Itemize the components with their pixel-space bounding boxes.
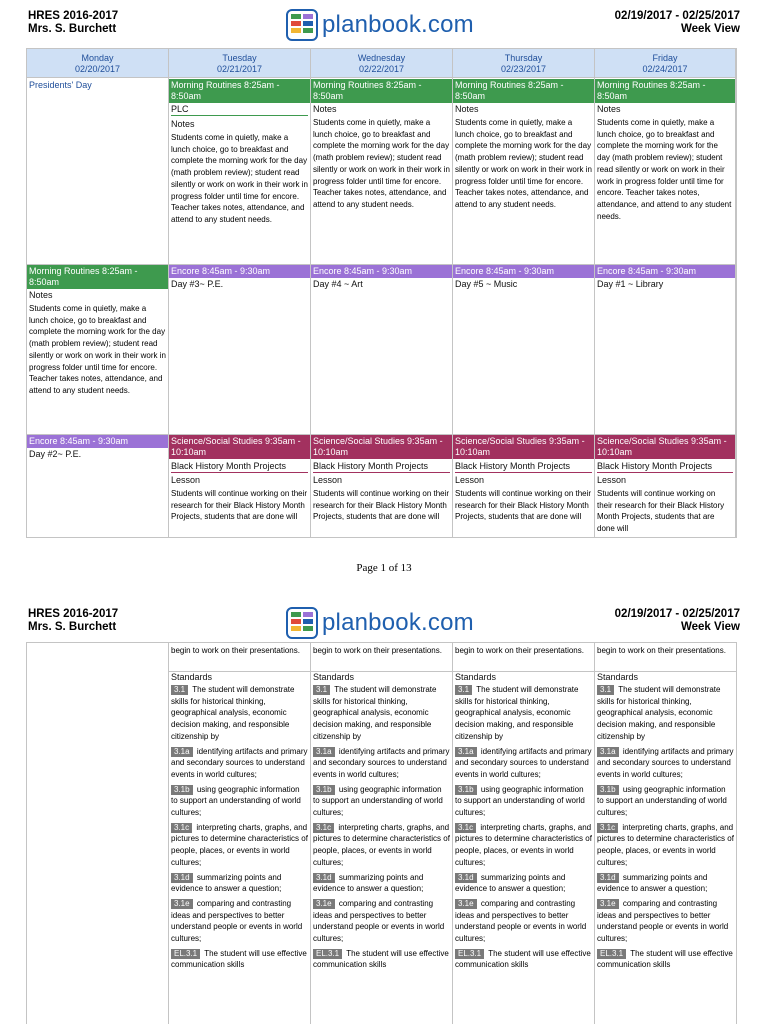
lesson-text: Students will continue working on their research for their Black History Month Projects, students that are done will — [313, 489, 450, 522]
lesson-label: Lesson — [455, 475, 485, 485]
standard-item — [171, 948, 308, 971]
standard-item — [313, 746, 450, 781]
standard-code[interactable]: 3.1e — [313, 899, 335, 909]
notes-label: Notes — [29, 290, 53, 300]
lesson-label: Lesson — [171, 475, 201, 485]
notes-label: Notes — [171, 119, 195, 129]
standards-label: Standards — [171, 672, 213, 682]
standard-code[interactable]: 3.1c — [313, 823, 334, 833]
header-right — [615, 10, 740, 36]
week-grid — [26, 48, 737, 538]
day-column-friday — [595, 643, 736, 1024]
header-right — [615, 608, 740, 634]
standard-code[interactable]: 3.1c — [455, 823, 476, 833]
standard-code[interactable]: 3.1 — [455, 685, 472, 695]
teacher-name: Mrs. S. Burchett — [28, 23, 117, 35]
standard-item — [313, 898, 450, 945]
standard-item — [171, 784, 308, 819]
science-social-studies-bar[interactable]: Science/Social Studies 9:35am - 10:10am — [453, 435, 594, 459]
standard-item — [455, 872, 592, 895]
standard-code[interactable]: 3.1b — [455, 785, 477, 795]
day-date: 02/21/2017 — [216, 64, 263, 74]
holiday-label: Presidents' Day — [29, 80, 92, 90]
standards-list — [313, 684, 450, 1024]
standard-code[interactable]: 3.1a — [171, 747, 193, 757]
standard-code[interactable]: 3.1a — [313, 747, 335, 757]
standard-text: summarizing points and evidence to answer a question; — [171, 872, 282, 894]
day-header[interactable] — [27, 49, 168, 78]
standard-item — [171, 746, 308, 781]
standard-item — [171, 898, 308, 945]
notes-text: Students come in quietly, make a lunch choice, go to breakfast and complete the morning work for the day (math problem review); student read silently or work on work in their work in progress folder until time for encore. Teacher takes notes, attendance, and attend to any student needs. — [29, 304, 166, 395]
encore-bar[interactable]: Encore 8:45am - 9:30am — [595, 265, 735, 278]
science-topic: Black History Month Projects — [597, 461, 733, 473]
standards-list — [455, 684, 592, 1024]
view-mode: Week View — [680, 23, 740, 35]
science-topic: Black History Month Projects — [455, 461, 592, 473]
standard-item — [597, 898, 734, 945]
day-date: 02/22/2017 — [358, 64, 405, 74]
encore-text: Day #3~ P.E. — [171, 279, 224, 289]
standard-text: The student will use effective communication skills — [313, 948, 449, 970]
day-name: Wednesday — [357, 53, 406, 63]
day-column-monday — [27, 49, 169, 537]
standard-text: using geographic information to support an understanding of world cultures; — [597, 784, 727, 818]
page-header — [28, 606, 740, 642]
standard-text: using geographic information to support an understanding of world cultures; — [171, 784, 301, 818]
science-social-studies-bar[interactable]: Science/Social Studies 9:35am - 10:10am — [169, 435, 310, 459]
lesson-text: Students will continue working on their research for their Black History Month Projects, students that are done will — [171, 489, 308, 522]
encore-text: Day #5 ~ Music — [455, 279, 518, 289]
standard-item — [313, 872, 450, 895]
standard-text: using geographic information to support an understanding of world cultures; — [313, 784, 443, 818]
encore-bar[interactable]: Encore 8:45am - 9:30am — [27, 435, 168, 448]
standard-text: The student will use effective communication skills — [455, 948, 591, 970]
notes-text: Students come in quietly, make a lunch choice, go to breakfast and complete the morning work for the day (math problem review); student read silently or work on work in their work in progress folder until time for encore. Teacher takes notes, attendance, and attend to any student needs. — [171, 133, 308, 224]
encore-text: Day #2~ P.E. — [29, 449, 82, 459]
standard-text: comparing and contrasting ideas and perspectives to better understand people or events in world cultures; — [313, 898, 445, 944]
standard-item — [455, 898, 592, 945]
morning-routines-bar[interactable]: Morning Routines 8:25am - 8:50am — [311, 79, 452, 103]
day-column-wednesday — [311, 49, 453, 537]
standard-code[interactable]: EL.3.1 — [455, 949, 484, 959]
standard-code[interactable]: 3.1e — [171, 899, 193, 909]
day-header[interactable] — [169, 49, 310, 78]
morning-routines-bar[interactable]: Morning Routines 8:25am - 8:50am — [27, 265, 168, 289]
notes-text: Students come in quietly, make a lunch choice, go to breakfast and complete the morning work for the day (math problem review); student read silently or work on work in their work in progress folder until time for encore. Teacher takes notes, attendance, and attend to any student needs. — [455, 118, 592, 209]
notes-text: Students come in quietly, make a lunch choice, go to breakfast and complete the morning work for the day (math problem review); student read silently or work on work in their work in progress folder until time for encore. Teacher takes notes, attendance, and attend to any student needs. — [313, 118, 450, 209]
standard-item — [597, 684, 734, 743]
standard-code[interactable]: 3.1a — [597, 747, 619, 757]
encore-bar[interactable]: Encore 8:45am - 9:30am — [169, 265, 310, 278]
school-name: HRES 2016-2017 — [28, 10, 119, 22]
teacher-name: Mrs. S. Burchett — [28, 621, 117, 633]
lesson-text-continued: begin to work on their presentations. — [597, 646, 726, 655]
plc-label: PLC — [171, 104, 308, 116]
header-left — [28, 608, 118, 634]
standard-item — [313, 684, 450, 743]
day-column-tuesday — [169, 643, 311, 1024]
lesson-text: Students will continue working on their research for their Black History Month Projects, students that are done will — [597, 489, 725, 534]
standard-item — [171, 684, 308, 743]
standard-code[interactable]: 3.1 — [597, 685, 614, 695]
morning-routines-bar[interactable]: Morning Routines 8:25am - 8:50am — [595, 79, 735, 103]
standard-text: identifying artifacts and primary and secondary sources to understand events in world cultures; — [597, 746, 734, 779]
notes-label: Notes — [455, 104, 479, 114]
standard-code[interactable]: 3.1b — [597, 785, 619, 795]
encore-bar[interactable]: Encore 8:45am - 9:30am — [311, 265, 452, 278]
lesson-text-continued: begin to work on their presentations. — [313, 646, 442, 655]
standard-item — [171, 822, 308, 869]
standard-item — [455, 948, 592, 971]
science-topic: Black History Month Projects — [171, 461, 308, 473]
notes-text: Students come in quietly, make a lunch choice, go to breakfast and complete the morning work for the day (math problem review); student read silently or work on work in their work in progress folder until time for encore. Teacher takes notes, attendance, and attend to any student needs. — [597, 118, 732, 221]
day-date: 02/23/2017 — [500, 64, 547, 74]
lesson-text-continued: begin to work on their presentations. — [455, 646, 584, 655]
lesson-text-continued: begin to work on their presentations. — [171, 646, 300, 655]
standard-code[interactable]: 3.1a — [455, 747, 477, 757]
standard-text: The student will use effective communication skills — [171, 948, 307, 970]
notes-label: Notes — [597, 104, 621, 114]
row-divider — [27, 434, 736, 435]
standard-item — [597, 746, 734, 781]
standards-label: Standards — [597, 672, 639, 682]
standard-text: interpreting charts, graphs, and pictures to determine characteristics of people, places, or events in world cultures; — [313, 822, 450, 867]
view-mode: Week View — [680, 621, 740, 633]
day-name: Monday — [81, 53, 114, 63]
standard-code[interactable]: 3.1e — [597, 899, 619, 909]
day-header[interactable] — [595, 49, 735, 78]
standard-code[interactable]: 3.1d — [171, 873, 193, 883]
standard-text: comparing and contrasting ideas and perspectives to better understand people or events in world cultures; — [597, 898, 729, 944]
day-column-thursday — [453, 49, 595, 537]
date-range: 02/19/2017 - 02/25/2017 — [614, 608, 740, 620]
standard-text: using geographic information to support an understanding of world cultures; — [455, 784, 585, 818]
standard-item — [597, 872, 734, 895]
encore-text: Day #4 ~ Art — [313, 279, 363, 289]
morning-routines-bar[interactable]: Morning Routines 8:25am - 8:50am — [453, 79, 594, 103]
standards-label: Standards — [313, 672, 355, 682]
day-column-thursday — [453, 643, 595, 1024]
standard-text: The student will demonstrate skills for historical thinking, geographical analysis, economic decision making, and responsible citizenship by — [455, 685, 579, 741]
standard-item — [597, 822, 734, 869]
day-date: 02/20/2017 — [74, 64, 121, 74]
page-header — [28, 8, 740, 44]
planbook-page-2 — [0, 598, 768, 1024]
standard-text: summarizing points and evidence to answer a question; — [455, 872, 566, 894]
date-range: 02/19/2017 - 02/25/2017 — [614, 10, 740, 22]
standard-text: comparing and contrasting ideas and perspectives to better understand people or events in world cultures; — [455, 898, 587, 944]
standard-code[interactable]: 3.1d — [597, 873, 619, 883]
standard-text: identifying artifacts and primary and secondary sources to understand events in world cultures; — [313, 746, 450, 779]
standard-text: The student will demonstrate skills for historical thinking, geographical analysis, economic decision making, and responsible citizenship by — [313, 685, 437, 741]
standard-text: The student will use effective communication skills — [597, 948, 733, 970]
standard-text: The student will demonstrate skills for historical thinking, geographical analysis, economic decision making, and responsible citizenship by — [597, 685, 721, 741]
lesson-label: Lesson — [313, 475, 343, 485]
standard-text: identifying artifacts and primary and secondary sources to understand events in world cultures; — [171, 746, 308, 779]
day-name: Tuesday — [222, 53, 257, 63]
standard-code[interactable]: 3.1d — [313, 873, 335, 883]
lesson-text: Students will continue working on their research for their Black History Month Projects, students that are done will — [455, 489, 592, 522]
standard-item — [597, 948, 734, 971]
standard-text: interpreting charts, graphs, and pictures to determine characteristics of people, places, or events in world cultures; — [597, 822, 734, 867]
day-column-monday — [27, 643, 169, 1024]
standard-code[interactable]: 3.1c — [171, 823, 192, 833]
day-date: 02/24/2017 — [642, 64, 688, 74]
notes-label: Notes — [313, 104, 337, 114]
day-name: Friday — [652, 53, 678, 63]
standard-item — [313, 822, 450, 869]
standard-text: summarizing points and evidence to answer a question; — [313, 872, 424, 894]
standard-code[interactable]: 3.1c — [597, 823, 618, 833]
standards-list — [597, 684, 734, 1024]
day-column-wednesday — [311, 643, 453, 1024]
brand-text: planbook.com — [322, 11, 474, 38]
day-name: Thursday — [504, 53, 543, 63]
lesson-label: Lesson — [597, 475, 627, 485]
standards-label: Standards — [455, 672, 497, 682]
standard-item — [455, 784, 592, 819]
morning-routines-bar[interactable]: Morning Routines 8:25am - 8:50am — [169, 79, 310, 103]
day-column-tuesday — [169, 49, 311, 537]
standard-item — [455, 822, 592, 869]
standard-code[interactable]: EL.3.1 — [597, 949, 626, 959]
standard-item — [313, 784, 450, 819]
planbook-logo — [286, 8, 474, 42]
standard-text: identifying artifacts and primary and secondary sources to understand events in world cultures; — [455, 746, 592, 779]
standard-text: summarizing points and evidence to answer a question; — [597, 872, 708, 894]
day-header[interactable] — [311, 49, 452, 78]
standard-code[interactable]: 3.1b — [313, 785, 335, 795]
standard-item — [455, 746, 592, 781]
standard-item — [597, 784, 734, 819]
standard-code[interactable]: EL.3.1 — [171, 949, 200, 959]
school-name: HRES 2016-2017 — [28, 608, 119, 620]
standard-code[interactable]: EL.3.1 — [313, 949, 342, 959]
standard-code[interactable]: 3.1b — [171, 785, 193, 795]
week-grid-continued — [26, 642, 737, 1024]
standard-text: comparing and contrasting ideas and perspectives to better understand people or events in world cultures; — [171, 898, 303, 944]
row-divider — [27, 264, 736, 265]
standard-code[interactable]: 3.1 — [313, 685, 330, 695]
science-social-studies-bar[interactable]: Science/Social Studies 9:35am - 10:10am — [595, 435, 735, 459]
encore-text: Day #1 ~ Library — [597, 279, 664, 289]
standards-list — [171, 684, 308, 1024]
standard-code[interactable]: 3.1e — [455, 899, 477, 909]
standard-item — [313, 948, 450, 971]
day-header[interactable] — [453, 49, 594, 78]
standard-text: The student will demonstrate skills for historical thinking, geographical analysis, economic decision making, and responsible citizenship by — [171, 685, 295, 741]
brand-text: planbook.com — [322, 609, 474, 636]
encore-bar[interactable]: Encore 8:45am - 9:30am — [453, 265, 594, 278]
page-number: Page 1 of 13 — [356, 562, 412, 574]
planbook-grid-icon — [286, 9, 318, 41]
standard-text: interpreting charts, graphs, and pictures to determine characteristics of people, places, or events in world cultures; — [171, 822, 308, 867]
header-left — [28, 10, 118, 36]
science-social-studies-bar[interactable]: Science/Social Studies 9:35am - 10:10am — [311, 435, 452, 459]
standard-item — [171, 872, 308, 895]
science-topic: Black History Month Projects — [313, 461, 450, 473]
planbook-grid-icon — [286, 607, 318, 639]
standard-text: interpreting charts, graphs, and pictures to determine characteristics of people, places, or events in world cultures; — [455, 822, 592, 867]
standard-code[interactable]: 3.1d — [455, 873, 477, 883]
standard-code[interactable]: 3.1 — [171, 685, 188, 695]
standard-item — [455, 684, 592, 743]
day-column-friday — [595, 49, 736, 537]
planbook-logo — [286, 606, 474, 640]
